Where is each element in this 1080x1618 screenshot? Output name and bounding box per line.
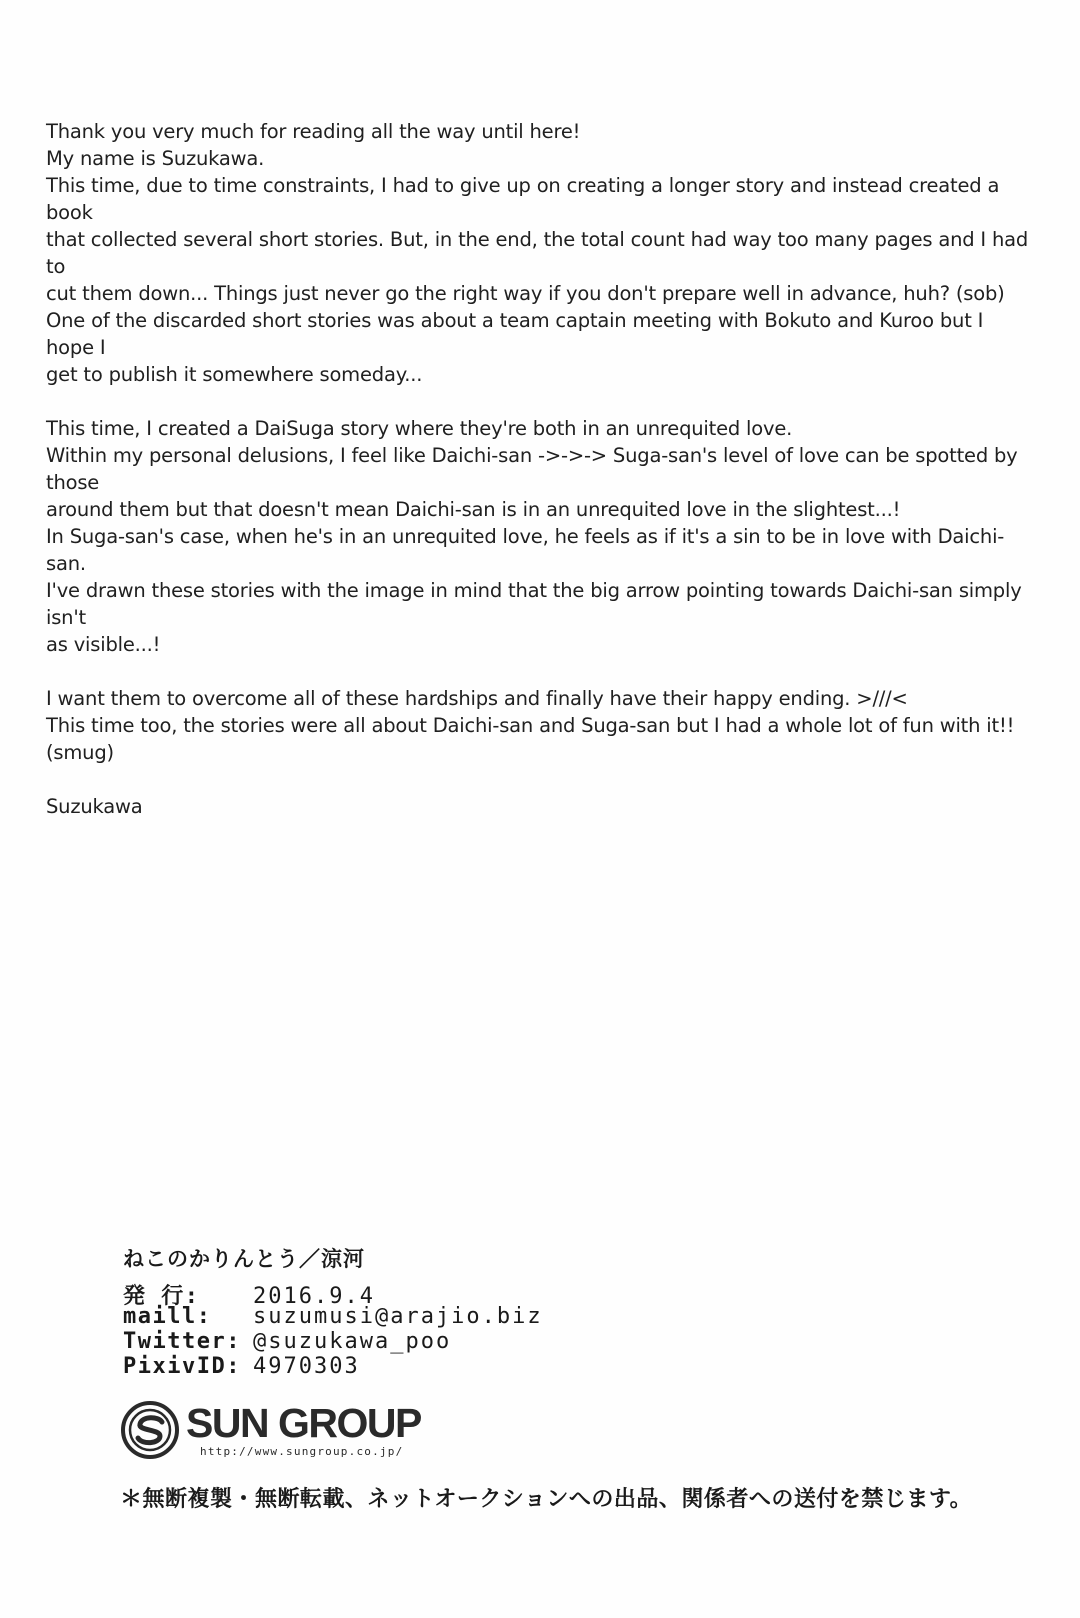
copyright-notice: ＊無断複製・無断転載、ネットオークションへの出品、関係者への送付を禁じます。 [120, 1487, 973, 1512]
text-line: Thank you very much for reading all the way until here! [46, 120, 581, 143]
printer-url: http://www.sungroup.co.jp/ [200, 1445, 404, 1458]
publish-date: 2016.9.4 [253, 1284, 375, 1309]
twitter-handle: @suzukawa_poo [253, 1329, 452, 1354]
text-line: This time, I created a DaiSuga story where they're both in an unrequited love. [46, 417, 793, 440]
text-line: as visible...! [46, 633, 161, 656]
circle-and-author: ねこのかりんとう／涼河 [123, 1247, 365, 1271]
sun-group-logo-icon [120, 1400, 180, 1460]
text-line: around them but that doesn't mean Daichi-san is in an unrequited love in the slightest...! [46, 498, 901, 521]
text-line: My name is Suzukawa. [46, 147, 265, 170]
pixiv-id: 4970303 [253, 1354, 360, 1379]
colophon-row-pixiv [123, 1354, 723, 1379]
text-line: I've drawn these stories with the image in mind that the big arrow pointing towards Daichi-san simply isn't [46, 579, 1022, 629]
colophon [123, 1243, 723, 1379]
mail-address: suzumusi@arajio.biz [253, 1304, 543, 1329]
text-line: I want them to overcome all of these hardships and finally have their happy ending. >///< [46, 687, 908, 710]
text-line: One of the discarded short stories was about a team captain meeting with Bokuto and Kuroo but I hope I [46, 309, 984, 359]
author-signature: Suzukawa [46, 795, 143, 818]
text-line: Within my personal delusions, I feel like Daichi-san ->->-> Suga-san's level of love can be spotted by those [46, 444, 1018, 494]
colophon-row-publish-date [123, 1279, 723, 1309]
text-line: This time, due to time constraints, I had to give up on creating a longer story and instead created a book [46, 174, 1000, 224]
afterword-paragraph-2 [46, 415, 1036, 658]
printer-logo [120, 1398, 440, 1462]
colophon-row-mail [123, 1304, 723, 1329]
colophon-row-twitter [123, 1329, 723, 1354]
text-line: In Suga-san's case, when he's in an unrequited love, he feels as if it's a sin to be in love with Daichi-san. [46, 525, 1005, 575]
colophon-key: Twitter: [123, 1329, 241, 1354]
colophon-key: 発 行: [123, 1284, 200, 1309]
afterword-text [46, 118, 1036, 847]
text-line: This time too, the stories were all about Daichi-san and Suga-san but I had a whole lot of fun with it!! [46, 714, 1015, 737]
afterword-paragraph-3 [46, 685, 1036, 766]
printer-name: SUN GROUP [186, 1400, 421, 1446]
afterword-paragraph-1 [46, 118, 1036, 388]
text-line: cut them down... Things just never go the right way if you don't prepare well in advance, huh? (sob) [46, 282, 1005, 305]
text-line: get to publish it somewhere someday... [46, 363, 423, 386]
colophon-key: PixivID: [123, 1354, 241, 1379]
text-line: that collected several short stories. But, in the end, the total count had way too many pages and I had to [46, 228, 1029, 278]
text-line: (smug) [46, 741, 114, 764]
colophon-key: maill: [123, 1304, 212, 1329]
